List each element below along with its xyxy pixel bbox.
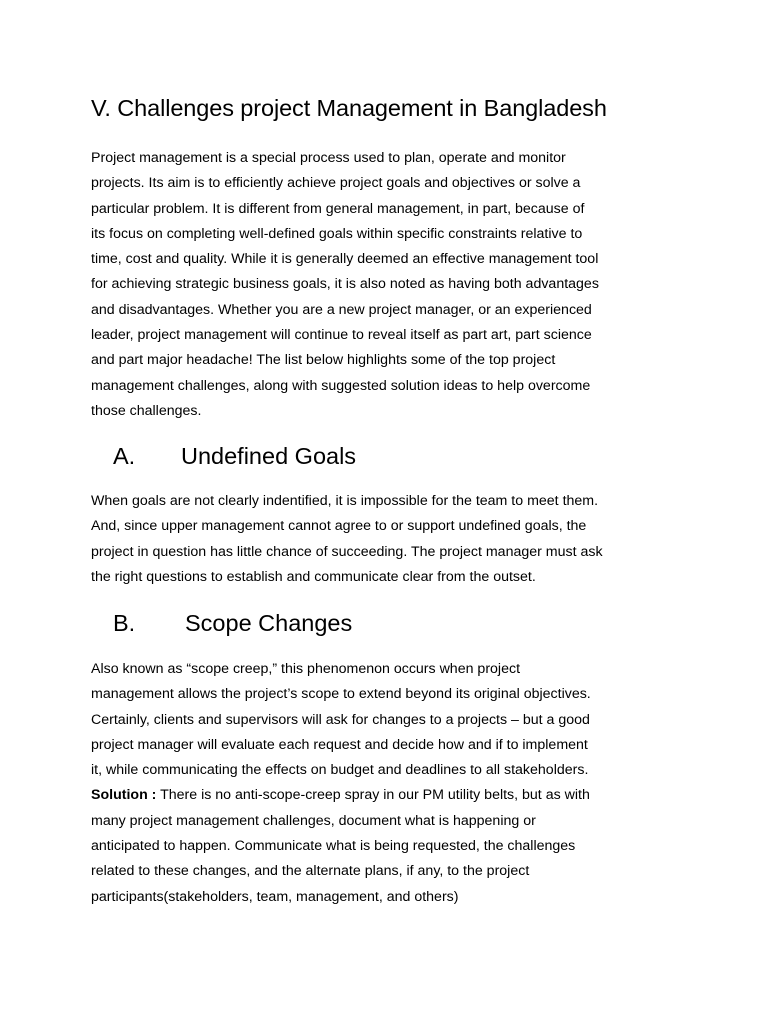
section-b-heading — [113, 610, 353, 637]
intro-line: and part major headache! The list below highlights some of the top project — [91, 352, 556, 369]
solution-line: related to these changes, and the alternate plans, if any, to the project — [91, 863, 530, 880]
section-b-line: management allows the project’s scope to extend beyond its original objectives. — [91, 686, 591, 703]
intro-line: projects. Its aim is to efficiently achieve project goals and objectives or solve a — [91, 175, 581, 192]
section-a-heading — [113, 443, 357, 470]
page-title: V. Challenges project Management in Bangladesh — [91, 95, 607, 121]
section-b-paragraph — [91, 657, 701, 910]
solution-label: Solution : — [91, 787, 157, 804]
intro-line: Project management is a special process used to plan, operate and monitor — [91, 150, 566, 166]
intro-line: its focus on completing well-defined goals within specific constraints relative to — [91, 225, 583, 242]
section-a-paragraph — [91, 489, 701, 590]
intro-line: particular problem. It is different from general management, in part, because of — [91, 200, 585, 217]
solution-line: many project management challenges, document what is happening or — [91, 812, 536, 829]
section-b-title: Scope Changes — [185, 610, 353, 636]
section-b-letter: B. — [113, 610, 136, 636]
section-a-line: project in question has little chance of succeeding. The project manager must ask — [91, 543, 603, 560]
intro-line: leader, project management will continue to reveal itself as part art, part science — [91, 327, 592, 344]
solution-line — [91, 783, 701, 808]
intro-line: time, cost and quality. While it is generally deemed an effective management tool — [91, 251, 599, 268]
intro-line: those challenges. — [91, 402, 202, 419]
section-a-title: Undefined Goals — [181, 443, 357, 469]
section-b-line: project manager will evaluate each request and decide how and if to implement — [91, 736, 588, 753]
section-a-letter: A. — [113, 443, 136, 469]
intro-line: and disadvantages. Whether you are a new project manager, or an experienced — [91, 301, 592, 318]
intro-line: management challenges, along with suggested solution ideas to help overcome — [91, 377, 591, 394]
solution-line: anticipated to happen. Communicate what is being requested, the challenges — [91, 838, 576, 855]
section-a-line: And, since upper management cannot agree to or support undefined goals, the — [91, 518, 587, 535]
section-a-line: the right questions to establish and communicate clear from the outset. — [91, 568, 536, 585]
intro-line: for achieving strategic business goals, it is also noted as having both advantages — [91, 276, 599, 293]
solution-line: participants(stakeholders, team, management, and others) — [91, 888, 459, 905]
section-b-line: Certainly, clients and supervisors will ask for changes to a projects – but a good — [91, 711, 590, 728]
solution-text: There is no anti-scope-creep spray in our PM utility belts, but as with — [156, 787, 590, 804]
section-b-line: Also known as “scope creep,” this phenomenon occurs when project — [91, 661, 521, 677]
intro-paragraph — [91, 146, 701, 424]
section-a-line: When goals are not clearly indentified, it is impossible for the team to meet them. — [91, 493, 599, 509]
section-b-line: it, while communicating the effects on budget and deadlines to all stakeholders. — [91, 762, 589, 779]
